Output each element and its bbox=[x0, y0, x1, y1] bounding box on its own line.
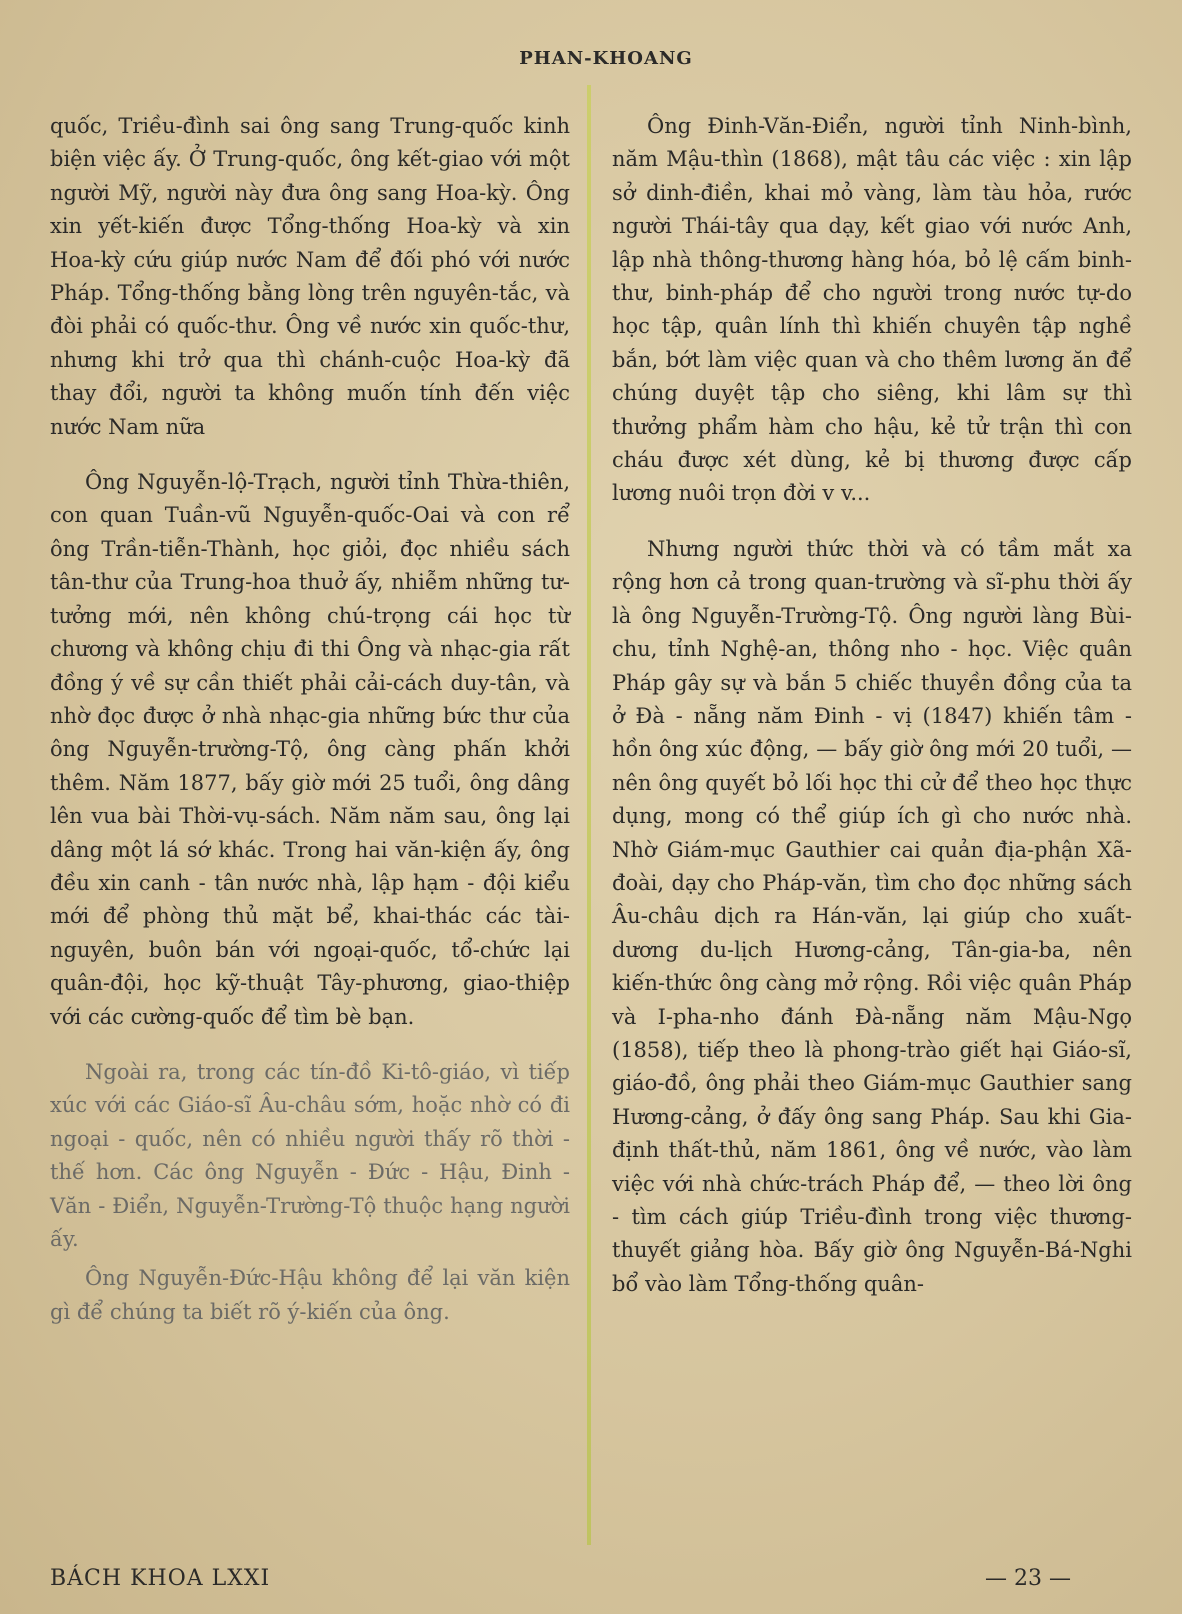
right-column bbox=[612, 110, 1132, 1301]
left-paragraph-3: Ngoài ra, trong các tín-đồ Ki-tô-giáo, vì tiếp xúc với các Giáo-sĩ Âu-châu sớm, hoặc nhờ có đi ngoại - quốc, nên có nhiều người thấy rõ thời - thế hơn. Các ông Nguyễn - Đức - Hậu, Đinh - Văn - Điển, Nguyễn-Trường-Tộ thuộc hạng người ấy. bbox=[50, 1059, 570, 1251]
left-paragraph-4: Ông Nguyễn-Đức-Hậu không để lại văn kiện gì để chúng ta biết rõ ý-kiến của ông. bbox=[50, 1266, 570, 1324]
right-paragraph-2: Nhưng người thức thời và có tầm mắt xa rộng hơn cả trong quan-trường và sĩ-phu thời ấy là ông Nguyễn-Trường-Tộ. Ông người làng Bùi-chu, tỉnh Nghệ-an, thông nho - học. Việc quân Pháp gây sự và bắn 5 chiếc thuyền đồng của ta ở Đà - nẵng năm Đinh - vị (1847) khiến tâm - hồn ông xúc động, — bấy giờ ông mới 20 tuổi, — nên ông quyết bỏ lối học thi cử để theo học thực dụng, mong có thể giúp ích gì cho nước nhà. Nhờ Giám-mục Gauthier cai quản địa-phận Xã-đoài, dạy cho Pháp-văn, tìm cho đọc những sách Âu-châu dịch ra Hán-văn, lại giúp cho xuất-dương du-lịch Hương-cảng, Tân-gia-ba, nên kiến-thức ông càng mở rộng. Rồi việc quân Pháp và I-pha-nho đánh Đà-nẵng năm Mậu-Ngọ (1858), tiếp theo là phong-trào giết hại Giáo-sĩ, giáo-đồ, ông phải theo Giám-mục Gauthier sang Hương-cảng, ở đấy ông sang Pháp. Sau khi Gia-định thất-thủ, năm 1861, ông về nước, vào làm việc với nhà chức-trách Pháp để, — theo lời ông - tìm cách giúp Triều-đình trong việc thương-thuyết giảng hòa. Bấy giờ ông Nguyễn-Bá-Nghi bổ vào làm Tổng-thống quân- bbox=[612, 536, 1132, 1296]
left-paragraph-2: Ông Nguyễn-lộ-Trạch, người tỉnh Thừa-thiên, con quan Tuần-vũ Nguyễn-quốc-Oai và con rể ông Trần-tiễn-Thành, học giỏi, đọc nhiều sách tân-thư của Trung-hoa thuở ấy, nhiễm những tư-tưởng mới, nên không chú-trọng cái học từ chương và không chịu đi thi Ông và nhạc-gia rất đồng ý về sự cần thiết phải cải-cách duy-tân, và nhờ đọc được ở nhà nhạc-gia những bức thư của ông Nguyễn-trường-Tộ, ông càng phấn khởi thêm. Năm 1877, bấy giờ mới 25 tuổi, ông dâng lên vua bài Thời-vụ-sách. Năm năm sau, ông lại dâng một lá sớ khác. Trong hai văn-kiện ấy, ông đều xin canh - tân nước nhà, lập hạm - đội kiểu mới để phòng thủ mặt bể, khai-thác các tài-nguyên, buôn bán với ngoại-quốc, tổ-chức lại quân-đội, học kỹ-thuật Tây-phương, giao-thiệp với các cường-quốc để tìm bè bạn. bbox=[50, 470, 570, 1029]
right-paragraph-1: Ông Đinh-Văn-Điển, người tỉnh Ninh-bình, năm Mậu-thìn (1868), mật tâu các việc : xin lập sở dinh-điền, khai mỏ vàng, làm tàu hỏa, rước người Thái-tây qua dạy, kết giao với nước Anh, lập nhà thông-thương hàng hóa, bỏ lệ cấm binh-thư, binh-pháp để cho người trong nước tự-do học tập, quân lính thì khiến chuyên tập nghề bắn, bớt làm việc quan và cho thêm lương ăn để chúng duyệt tập cho siêng, khi lâm sự thì thưởng phẩm hàm cho hậu, kẻ tử trận thì con cháu được xét dùng, kẻ bị thương được cấp lương nuôi trọn đời v v... bbox=[612, 114, 1132, 506]
running-head bbox=[0, 48, 1182, 69]
left-paragraph-1: quốc, Triều-đình sai ông sang Trung-quốc kinh biện việc ấy. Ở Trung-quốc, ông kết-giao với một người Mỹ, người này đưa ông sang Hoa-kỳ. Ông xin yết-kiến được Tổng-thống Hoa-kỳ và xin Hoa-kỳ cứu giúp nước Nam để đối phó với nước Pháp. Tổng-thống bằng lòng trên nguyên-tắc, và đòi phải có quốc-thư. Ông về nước xin quốc-thư, nhưng khi trở qua thì chánh-cuộc Hoa-kỳ đã thay đổi, người ta không muốn tính đến việc nước Nam nữa bbox=[50, 114, 570, 439]
paragraph-gap bbox=[50, 1034, 570, 1056]
magazine-issue-label: BÁCH KHOA LXXI bbox=[50, 1566, 271, 1591]
paragraph-gap bbox=[612, 511, 1132, 533]
running-head-text: PHAN-KHOANG bbox=[519, 48, 693, 69]
column-gutter-stain bbox=[587, 85, 591, 1545]
paragraph-gap bbox=[50, 444, 570, 466]
left-column bbox=[50, 110, 570, 1329]
page-number: — 23 — bbox=[985, 1566, 1071, 1591]
